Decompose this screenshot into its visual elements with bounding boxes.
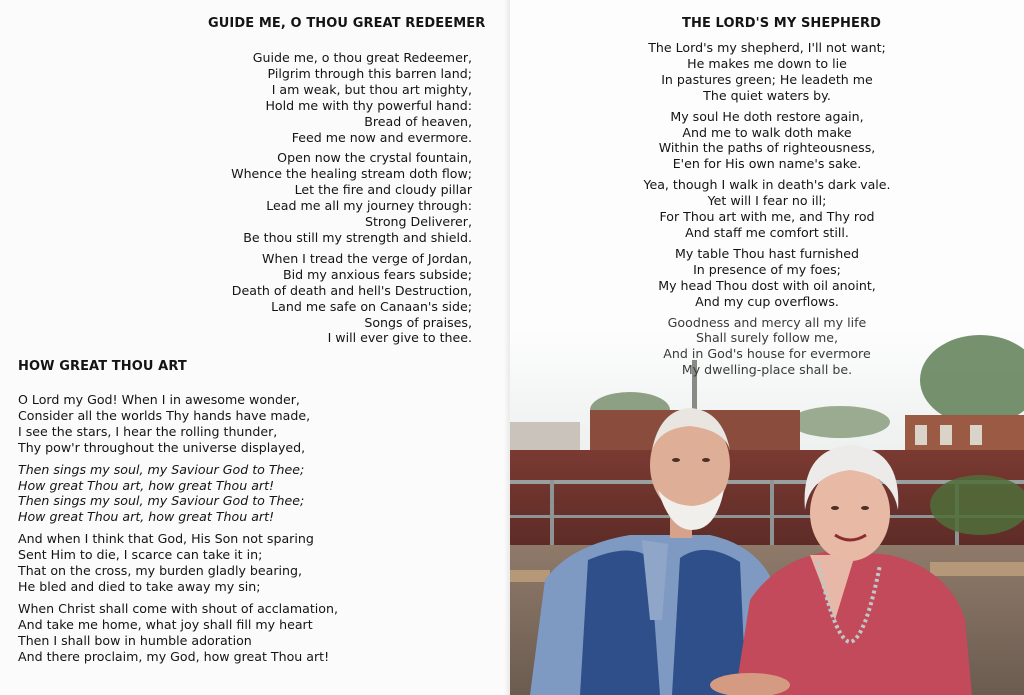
hymn1-stanza-1: [231, 50, 472, 145]
lyric-line: I see the stars, I hear the rolling thunder,: [18, 423, 278, 439]
couple-photo: [510, 330, 1024, 695]
hymn1-stanza-2: [231, 150, 472, 245]
lyric-line: Let the fire and cloudy pillar: [294, 182, 472, 198]
lyric-line: Yea, though I walk in death's dark vale.: [643, 177, 891, 193]
lyric-line: Thy pow'r throughout the universe displayed,: [18, 439, 306, 455]
lyric-line: Within the paths of righteousness,: [658, 140, 876, 156]
lyric-line: For Thou art with me, and Thy rod: [659, 209, 875, 225]
lyric-line: Pilgrim through this barren land;: [267, 65, 472, 81]
hymn1-title: GUIDE ME, O THOU GREAT REDEEMER: [208, 16, 486, 31]
lyric-line: And take me home, what joy shall fill my heart: [18, 616, 313, 632]
lyric-line: Songs of praises,: [364, 314, 472, 330]
lyric-line: Lead me all my journey through:: [266, 198, 472, 214]
left-page: [0, 0, 510, 695]
lyric-line: Guide me, o thou great Redeemer,: [252, 50, 472, 65]
psalm-stanza-2: [510, 109, 1024, 173]
lyric-line: Open now the crystal fountain,: [277, 150, 472, 166]
lyric-line: My dwelling-place shall be.: [681, 362, 853, 378]
lyric-line: Hold me with thy powerful hand:: [265, 97, 472, 113]
hymn1-lyrics: [231, 50, 472, 351]
lyric-line: That on the cross, my burden gladly bearing,: [18, 563, 303, 579]
lyric-line: And staff me comfort still.: [685, 224, 849, 240]
lyric-line: I am weak, but thou art mighty,: [271, 81, 472, 97]
lyric-line: The quiet waters by.: [703, 87, 831, 103]
lyric-line: Goodness and mercy all my life: [667, 314, 867, 330]
lyric-line: And my cup overflows.: [695, 293, 839, 309]
lyric-line: Consider all the worlds Thy hands have made,: [18, 407, 311, 423]
hymn2-stanza-1: [18, 392, 338, 456]
lyric-line: Death of death and hell's Destruction,: [231, 282, 472, 298]
lyric-line: Yet will I fear no ill;: [707, 193, 827, 209]
lyric-line: My head Thou dost with oil anoint,: [658, 277, 876, 293]
lyric-line: Sent Him to die, I scarce can take it in;: [18, 547, 263, 563]
lyric-line: Then sings my soul, my Saviour God to Thee;: [18, 461, 305, 477]
hymn2-chorus: [18, 462, 338, 526]
lyric-line: And there proclaim, my God, how great Thou art!: [18, 648, 330, 664]
psalm-title: THE LORD'S MY SHEPHERD: [682, 16, 881, 31]
lyric-line: He makes me down to lie: [687, 55, 847, 71]
psalm-stanza-3: [510, 177, 1024, 241]
hymn2-lyrics: [18, 392, 338, 671]
hymn2-title: HOW GREAT THOU ART: [18, 359, 187, 374]
lyric-line: My table Thou hast furnished: [675, 245, 859, 261]
lyric-line: When I tread the verge of Jordan,: [262, 250, 472, 266]
couple-photo-illustration: [510, 330, 1024, 695]
psalm-stanza-4: [510, 246, 1024, 310]
lyric-line: Then I shall bow in humble adoration: [18, 632, 252, 648]
hymn1-stanza-3: [231, 251, 472, 346]
lyric-line: O Lord my God! When I in awesome wonder,: [18, 392, 300, 407]
lyric-line: Land me safe on Canaan's side;: [271, 298, 472, 314]
lyric-line: Be thou still my strength and shield.: [243, 229, 472, 245]
lyric-line: And me to walk doth make: [682, 124, 852, 140]
lyric-line: Whence the healing stream doth flow;: [231, 166, 472, 182]
lyric-line: In pastures green; He leadeth me: [661, 71, 873, 87]
lyric-line: Bread of heaven,: [364, 113, 472, 129]
lyric-line: How great Thou art, how great Thou art!: [18, 509, 275, 525]
right-page: [510, 0, 1024, 695]
psalm-lyrics: [510, 40, 1024, 383]
lyric-line: How great Thou art, how great Thou art!: [18, 477, 275, 493]
lyric-line: E'en for His own name's sake.: [672, 156, 862, 172]
lyric-line: In presence of my foes;: [693, 261, 841, 277]
lyric-line: I will ever give to thee.: [327, 330, 472, 346]
lyric-line: Shall surely follow me,: [695, 330, 838, 346]
lyric-line: Then sings my soul, my Saviour God to Thee;: [18, 493, 305, 509]
lyric-line: The Lord's my shepherd, I'll not want;: [648, 40, 886, 55]
hymn2-stanza-2: [18, 531, 338, 595]
lyric-line: And when I think that God, His Son not sparing: [18, 531, 314, 547]
lyric-line: When Christ shall come with shout of acclamation,: [18, 600, 338, 616]
hymn2-stanza-3: [18, 601, 338, 665]
lyric-line: Feed me now and evermore.: [291, 129, 472, 145]
lyric-line: Strong Deliverer,: [365, 214, 472, 230]
psalm-stanza-1: [510, 40, 1024, 104]
lyric-line: Bid my anxious fears subside;: [283, 266, 472, 282]
psalm-stanza-5: [510, 315, 1024, 379]
lyric-line: And in God's house for evermore: [663, 346, 871, 362]
lyric-line: My soul He doth restore again,: [670, 108, 864, 124]
lyric-line: He bled and died to take away my sin;: [18, 578, 261, 594]
